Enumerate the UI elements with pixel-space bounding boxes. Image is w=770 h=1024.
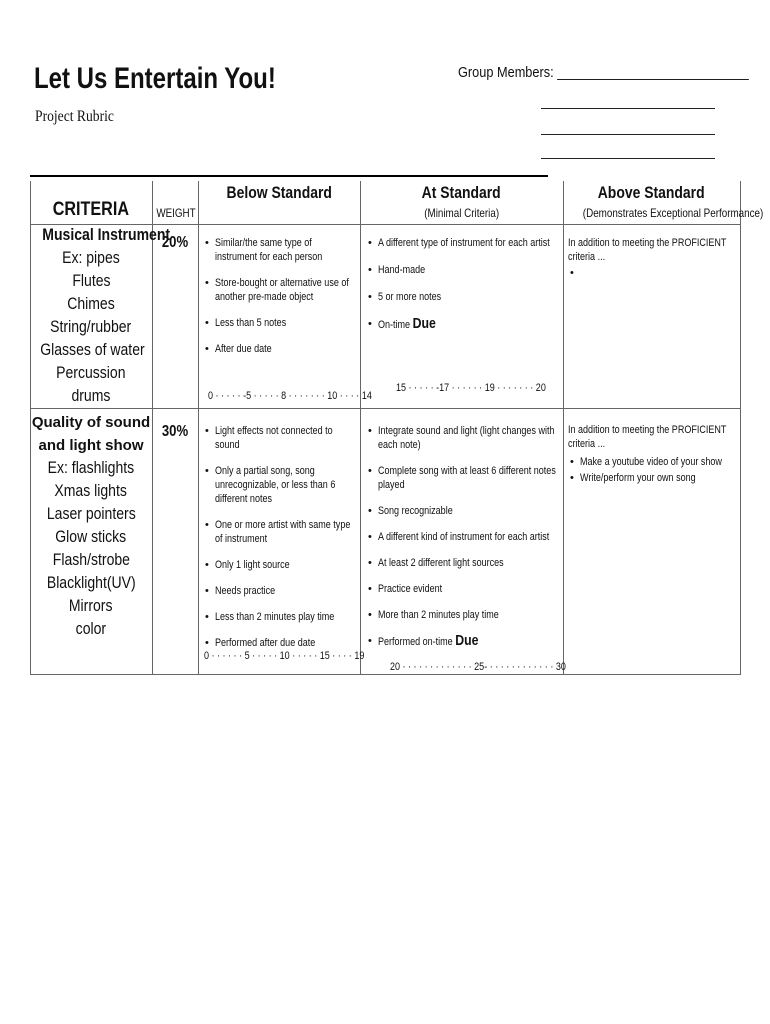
criteria-item: Laser pointers xyxy=(46,505,136,523)
weight-value: 20% xyxy=(161,234,189,251)
weight-value: 30% xyxy=(161,423,189,440)
list-item: • Song recognizable xyxy=(368,504,558,518)
group-members-label: Group Members: ___________________________ xyxy=(458,64,749,81)
list-item: • Make a youtube video of your show xyxy=(570,455,735,469)
page-title: Let Us Entertain You! xyxy=(34,62,276,95)
criteria-item: Chimes xyxy=(67,295,115,313)
weight-header: WEIGHT xyxy=(156,206,196,220)
column-header-at: At Standard xyxy=(421,183,502,202)
list-item: • Performed on-time Due xyxy=(368,634,558,649)
score-scale: 20 · · · · · · · · · · · · · 25- · · · · · · · · · · · · 30 xyxy=(390,661,566,673)
criteria-cell-musical-instrument xyxy=(31,224,171,408)
criteria-item: drums xyxy=(71,387,111,405)
criteria-item: Glasses of water xyxy=(40,341,145,359)
list-item: • Similar/the same type of instrument for each person xyxy=(205,236,355,264)
table-border xyxy=(740,181,741,674)
criteria-item: Percussion xyxy=(56,364,126,382)
criteria-item: Ex: pipes xyxy=(62,249,120,267)
list-item: • On-time Due xyxy=(368,317,558,332)
list-item: • A different type of instrument for each artist xyxy=(368,236,558,250)
column-header-below: Below Standard xyxy=(226,183,332,202)
page-subtitle: Project Rubric xyxy=(35,108,114,125)
table-border xyxy=(198,181,199,674)
table-border xyxy=(30,408,741,409)
criteria-item: Flash/strobe xyxy=(52,551,130,569)
list-item: • After due date xyxy=(205,342,355,356)
list-item xyxy=(570,266,730,280)
below-standard-list xyxy=(205,236,355,368)
criteria-item: Xmas lights xyxy=(54,482,128,500)
above-standard-list xyxy=(570,266,730,292)
list-item: • Performed after due date xyxy=(205,636,355,650)
above-standard-list xyxy=(570,455,735,497)
column-subheader-at: (Minimal Criteria) xyxy=(424,206,499,220)
list-item: • 5 or more notes xyxy=(368,290,558,304)
list-item: • Hand-made xyxy=(368,263,558,277)
list-item: • Write/perform your own song xyxy=(570,471,735,485)
list-item: • At least 2 different light sources xyxy=(368,556,558,570)
list-item: • Only a partial song, song unrecognizable, or less than 6 different notes xyxy=(205,464,355,506)
group-member-line xyxy=(541,134,715,135)
list-item: • Less than 2 minutes play time xyxy=(205,610,355,624)
column-subheader-above: (Demonstrates Exceptional Performance) xyxy=(582,206,764,220)
list-item: • One or more artist with same type of instrument xyxy=(205,518,355,546)
above-standard-intro: In addition to meeting the PROFICIENT criteria ... xyxy=(568,424,727,450)
criteria-header: CRITERIA xyxy=(52,199,130,220)
list-item: • More than 2 minutes play time xyxy=(368,608,558,622)
list-item: • Needs practice xyxy=(205,584,355,598)
group-member-line xyxy=(541,108,715,109)
list-item: • Less than 5 notes xyxy=(205,316,355,330)
at-standard-list xyxy=(368,424,558,661)
above-standard-intro: In addition to meeting the PROFICIENT criteria ... xyxy=(568,237,727,263)
group-member-line xyxy=(541,158,715,159)
score-scale: 0 · · · · · -5 · · · · · 8 · · · · · · · 10 · · · · 14 xyxy=(208,390,372,402)
criteria-item: color xyxy=(75,620,107,638)
score-scale: 15 · · · · · -17 · · · · · · 19 · · · · · · · 20 xyxy=(396,382,546,394)
criteria-item: String/rubber xyxy=(50,318,132,336)
criteria-item: Flutes xyxy=(71,272,111,290)
criteria-title: Quality of sound and light show xyxy=(31,414,151,454)
criteria-item: Mirrors xyxy=(69,597,113,615)
list-item: • Store-bought or alternative use of another pre-made object xyxy=(205,276,355,304)
criteria-item: Ex: flashlights xyxy=(47,459,135,477)
list-item: • Only 1 light source xyxy=(205,558,355,572)
criteria-item: Blacklight(UV) xyxy=(46,574,136,592)
list-item: • Integrate sound and light (light changes with each note) xyxy=(368,424,558,452)
column-header-above: Above Standard xyxy=(598,183,705,202)
score-scale: 0 · · · · · · 5 · · · · · 10 · · · · · 15 · · · · 19 xyxy=(204,650,365,662)
header-divider xyxy=(30,175,548,177)
list-item: • Practice evident xyxy=(368,582,558,596)
list-item: • Complete song with at least 6 different notes played xyxy=(368,464,558,492)
list-item: • Light effects not connected to sound xyxy=(205,424,355,452)
table-border xyxy=(30,674,741,675)
criteria-item: Glow sticks xyxy=(55,528,127,546)
at-standard-list xyxy=(368,236,558,344)
criteria-title: Musical Instrument xyxy=(42,226,171,244)
below-standard-list xyxy=(205,424,355,662)
list-item: • A different kind of instrument for each artist xyxy=(368,530,558,544)
criteria-cell-quality-sound-light xyxy=(31,411,151,641)
